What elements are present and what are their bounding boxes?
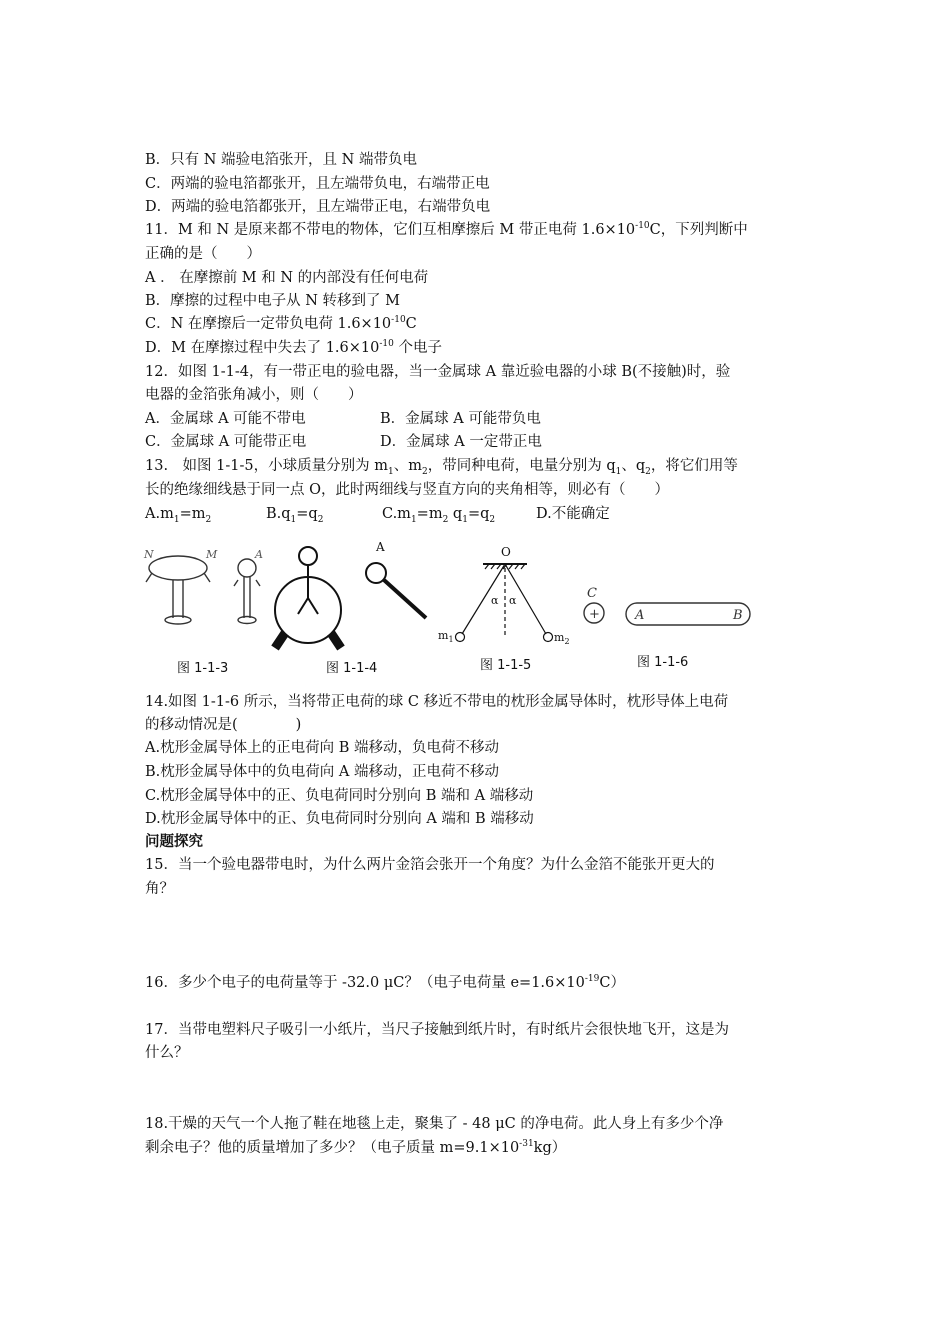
q13-text: ，带同种电荷，电量分别为 q (427, 458, 616, 474)
q11-stem-line2: 正确的是（ ） (145, 246, 261, 262)
q13-b-text: =q (296, 506, 318, 522)
q12-option-a: A．金属球 A 可能不带电 (145, 411, 306, 427)
fig5-m2-letter: m (554, 631, 565, 644)
fig6-plus-sign: + (589, 607, 600, 622)
q11-option-d-unit: 个电子 (393, 340, 442, 356)
fig3-label-m: M (206, 548, 218, 561)
q13-option-a (145, 503, 211, 525)
fig5-alpha-left: α (491, 594, 499, 607)
q13-a-sub: 1 (173, 514, 180, 525)
q13-text: ，将它们用等 (650, 458, 738, 474)
q13-text: 、q (621, 458, 646, 474)
q10-option-d: D．两端的验电箔都张开，且左端带正电，右端带负电 (145, 199, 491, 215)
fig5-alpha-right: α (509, 594, 517, 607)
q13-a-text: =m (179, 506, 206, 522)
fig5-m1 (438, 629, 454, 644)
figures-row (140, 540, 780, 685)
q15-line2: 角？ (145, 881, 174, 897)
q13-c-text: =m (416, 506, 443, 522)
caption-figure-1-1-5: 图 1-1-5 (480, 658, 532, 673)
fig3-label-a: A (255, 548, 263, 561)
q11-option-d-exponent: -10 (379, 339, 394, 350)
caption-figure-1-1-4: 图 1-1-4 (326, 661, 378, 676)
q11-option-b: B．摩擦的过程中电子从 N 转移到了 M (145, 293, 401, 309)
fig6-label-b: B (733, 608, 743, 623)
q13-text: 13. 如图 1-1-5，小球质量分别为 m (145, 458, 389, 474)
q13-subscript: 1 (615, 466, 622, 477)
q13-stem-line1 (145, 455, 738, 477)
q10-option-c: C．两端的验电箔都张开，且左端带负电，右端带正电 (145, 176, 490, 192)
q11-option-d-text: D．M 在摩擦过程中失去了 1.6×10 (145, 340, 380, 356)
q13-a-text: A.m (145, 506, 174, 522)
figure-1-1-3 (146, 556, 260, 624)
q13-c-sub: 2 (489, 514, 496, 525)
q13-c-sub: 1 (410, 514, 417, 525)
q11-option-c-text: C．N 在摩擦后一定带负电荷 1.6×10 (145, 316, 392, 332)
figure-1-1-4 (275, 547, 426, 648)
q13-c-sub: 1 (462, 514, 468, 525)
q11-option-c-exponent: -10 (391, 315, 406, 326)
q13-b-sub: 1 (290, 514, 297, 525)
q18-exponent: -31 (519, 1139, 534, 1150)
section-heading: 问题探究 (145, 833, 203, 850)
q11-stem-line1 (145, 219, 748, 241)
q13-option-b (266, 503, 323, 525)
q12-option-c: C．金属球 A 可能带正电 (145, 434, 307, 450)
figure-1-1-6 (584, 603, 750, 625)
q17-line1: 17．当带电塑料尺子吸引一小纸片，当尺子接触到纸片时，有时纸片会很快地飞开，这是为 (145, 1022, 729, 1038)
q13-option-d: D.不能确定 (536, 506, 610, 522)
caption-figure-1-1-3: 图 1-1-3 (177, 661, 229, 676)
q11-stem-text: 11．M 和 N 是原来都不带电的物体，它们互相摩擦后 M 带正电荷 1.6×10 (145, 222, 636, 238)
fig6-label-c: C (587, 586, 597, 601)
q16-exponent: -19 (584, 974, 600, 985)
q11-exponent: -10 (635, 221, 650, 232)
q13-b-text: B.q (266, 506, 291, 522)
q15-line1: 15．当一个验电器带电时，为什么两片金箔会张开一个角度？为什么金箔不能张开更大的 (145, 857, 715, 873)
fig5-m2 (554, 631, 570, 646)
q18-line1: 18.干燥的天气一个人拖了鞋在地毯上走，聚集了 - 48 μC 的净电荷。此人身上有多少个净 (145, 1116, 724, 1132)
q14-stem-line1: 14.如图 1-1-6 所示，当将带正电荷的球 C 移近不带电的枕形金属导体时，枕形导体上电荷 (145, 694, 729, 710)
q12-stem-line2: 电器的金箔张角减小，则（ ） (145, 387, 363, 403)
caption-figure-1-1-6: 图 1-1-6 (637, 655, 689, 670)
q14-option-b: B.枕形金属导体中的负电荷向 A 端移动，正电荷不移动 (145, 764, 499, 780)
fig5-m2-sub: 2 (564, 637, 570, 646)
q10-option-b: B．只有 N 端验电箔张开，且 N 端带负电 (145, 152, 417, 168)
q14-stem-line2: 的移动情况是( ) (145, 717, 302, 733)
q12-option-d: D．金属球 A 一定带正电 (380, 434, 542, 450)
q13-c-text: q (448, 506, 463, 522)
q12-option-b: B．金属球 A 可能带负电 (380, 411, 541, 427)
q18-line2 (145, 1137, 566, 1159)
q16-text-end: C） (599, 975, 625, 991)
q11-option-a: A ． 在摩擦前 M 和 N 的内部没有任何电荷 (145, 270, 429, 286)
q14-option-c: C.枕形金属导体中的正、负电荷同时分别向 B 端和 A 端移动 (145, 788, 534, 804)
q16-text: 16．多少个电子的电荷量等于 -32.0 μC？（电子电荷量 e=1.6×10 (145, 975, 585, 991)
q14-option-a: A.枕形金属导体上的正电荷向 B 端移动，负电荷不移动 (145, 740, 499, 756)
q18-text-end: kg） (533, 1140, 567, 1156)
figure-1-1-5 (456, 564, 553, 642)
q13-c-sub: 2 (442, 514, 449, 525)
fig5-m1-letter: m (438, 629, 449, 642)
q13-option-c (382, 503, 495, 525)
q13-c-text: C.m (382, 506, 411, 522)
q18-text: 剩余电子？他的质量增加了多少？（电子质量 m=9.1×10 (145, 1140, 520, 1156)
fig5-m1-sub: 1 (448, 635, 454, 644)
q14-option-d: D.枕形金属导体中的正、负电荷同时分别向 A 端和 B 端移动 (145, 811, 534, 827)
fig6-label-a: A (635, 608, 645, 623)
q11-option-d (145, 337, 442, 359)
q13-c-text: =q (467, 506, 490, 522)
q11-stem-text-end: C，下列判断中 (649, 222, 748, 238)
q13-b-sub: 2 (317, 514, 324, 525)
fig3-label-n: N (144, 548, 154, 561)
q13-a-sub: 2 (205, 514, 212, 525)
q16-line (145, 972, 625, 994)
q17-line2: 什么？ (145, 1045, 189, 1061)
q12-stem-line1: 12．如图 1-1-4，有一带正电的验电器，当一金属球 A 靠近验电器的小球 B(不接触)时，验 (145, 364, 731, 380)
q13-subscript: 2 (645, 466, 651, 477)
q13-text: 、m (393, 458, 422, 474)
q13-stem-line2: 长的绝缘细线悬于同一点 O，此时两细线与竖直方向的夹角相等，则必有（ ） (145, 482, 669, 498)
q11-option-c (145, 313, 417, 335)
q13-subscript: 2 (422, 466, 428, 477)
fig5-label-o: O (501, 545, 511, 559)
q13-subscript: 1 (388, 466, 394, 477)
q11-option-c-unit: C (405, 316, 417, 332)
fig4-label-a: A (376, 540, 385, 554)
